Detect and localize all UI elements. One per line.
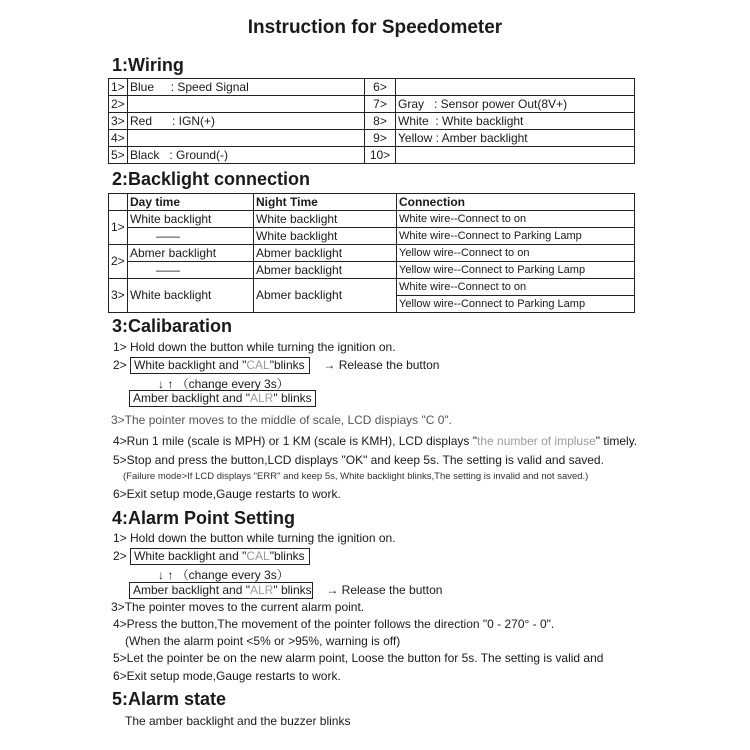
- cell-night: Abmer backlight: [254, 245, 397, 262]
- pin-number: 10>: [365, 147, 396, 164]
- backlight-table: [108, 193, 635, 313]
- calibration-step-1: 1> Hold down the button while turning the ignition on.: [113, 340, 396, 354]
- calibration-step-6: 6>Exit setup mode,Gauge restarts to work.: [113, 487, 341, 501]
- alr-state-box: [129, 582, 313, 599]
- failure-mode-note: (Failure mode>If LCD displays "ERR" and keep 5s, White backlight blinks,The setting is invalid and not saved.): [123, 471, 589, 482]
- change-note: ↓ ↑ （change every 3s）: [158, 377, 289, 391]
- cell-day: ——: [128, 228, 254, 245]
- wire-description: White : White backlight: [396, 113, 635, 130]
- table-row: [109, 79, 635, 96]
- pin-number: 5>: [109, 147, 128, 164]
- row-number: 3>: [109, 279, 128, 313]
- box-text: White backlight and ": [134, 549, 247, 563]
- alarm-step-1: 1> Hold down the button while turning the ignition on.: [113, 531, 396, 545]
- calibration-step-2: [113, 357, 439, 374]
- alarm-step-2: [113, 548, 310, 565]
- wire-description: Blue : Speed Signal: [128, 79, 365, 96]
- wire-description: [128, 96, 365, 113]
- alarm-step-4: 4>Press the button,The movement of the pointer follows the direction "0 - 270° - 0".: [113, 617, 555, 631]
- box-text: " blinks: [273, 391, 312, 405]
- table-row: [109, 211, 635, 228]
- calibration-step-3: 3>The pointer moves to the middle of scale, LCD dispiays "C 0".: [111, 413, 453, 427]
- cell-connection: Yellow wire--Connect to Parking Lamp: [397, 296, 635, 313]
- alarm-step-5: 5>Let the pointer be on the new alarm point, Loose the button for 5s. The setting is valid and: [113, 651, 604, 665]
- alr-state-box: [129, 390, 316, 407]
- cell-connection: Yellow wire--Connect to Parking Lamp: [397, 262, 635, 279]
- cell-night: White backlight: [254, 211, 397, 228]
- alarm-step-6: 6>Exit setup mode,Gauge restarts to work.: [113, 669, 341, 683]
- cal-code: CAL: [246, 358, 270, 372]
- header-night-time: Night Time: [254, 194, 397, 211]
- alarm-step-2b: [129, 582, 442, 599]
- box-text: " blinks: [273, 583, 312, 597]
- pin-number: 6>: [365, 79, 396, 96]
- cal-state-box: [130, 548, 310, 565]
- release-note: → Release the button: [323, 358, 440, 372]
- cell-connection: Yellow wire--Connect to on: [397, 245, 635, 262]
- box-text: "blinks: [269, 358, 305, 372]
- box-text: Amber backlight and ": [133, 391, 250, 405]
- alr-code: ALR: [250, 391, 274, 405]
- table-row: [109, 130, 635, 147]
- alarm-step-4-note: (When the alarm point <5% or >95%, warning is off): [125, 634, 401, 648]
- wire-description: [396, 79, 635, 96]
- table-row: [109, 262, 635, 279]
- step-text-grey: the number of impluse: [477, 434, 596, 448]
- section-heading-wiring: 1:Wiring: [112, 55, 184, 75]
- wire-description: Gray : Sensor power Out(8V+): [396, 96, 635, 113]
- cell-night: White backlight: [254, 228, 397, 245]
- pin-number: 4>: [109, 130, 128, 147]
- section-heading-alarm-point: 4:Alarm Point Setting: [112, 508, 296, 528]
- page-title: Instruction for Speedometer: [247, 17, 503, 38]
- table-row: [109, 96, 635, 113]
- row-number: 1>: [109, 211, 128, 245]
- table-row: [109, 113, 635, 130]
- section-heading-calibration: 3:Calibaration: [112, 316, 233, 336]
- table-row: [109, 279, 635, 296]
- step-text: " timely.: [595, 434, 638, 448]
- pin-number: 1>: [109, 79, 128, 96]
- section-heading-alarm-state: 5:Alarm state: [112, 689, 227, 709]
- step-number: 2>: [113, 549, 127, 563]
- cell-day: White backlight: [128, 211, 254, 228]
- pin-number: 8>: [365, 113, 396, 130]
- section-heading-backlight: 2:Backlight connection: [112, 169, 311, 189]
- table-row: [109, 147, 635, 164]
- cal-code: CAL: [246, 549, 270, 563]
- row-number: 2>: [109, 245, 128, 279]
- box-text: Amber backlight and ": [133, 583, 250, 597]
- alr-state-box-wrap: [129, 390, 316, 407]
- cell-day: Abmer backlight: [128, 245, 254, 262]
- box-text: "blinks: [269, 549, 305, 563]
- cell-day: White backlight: [128, 279, 254, 313]
- cell-connection: White wire--Connect to Parking Lamp: [397, 228, 635, 245]
- wiring-table: [108, 78, 635, 164]
- step-text: 4>Run 1 mile (scale is MPH) or 1 KM (scale is KMH), LCD displays ": [113, 434, 478, 448]
- pin-number: 3>: [109, 113, 128, 130]
- table-row: [109, 245, 635, 262]
- change-note: ↓ ↑ （change every 3s）: [158, 568, 289, 582]
- table-row: [109, 228, 635, 245]
- pin-number: 9>: [365, 130, 396, 147]
- wire-description: Yellow : Amber backlight: [396, 130, 635, 147]
- step-number: 2>: [113, 358, 127, 372]
- pin-number: 2>: [109, 96, 128, 113]
- cell-day: ——: [128, 262, 254, 279]
- cal-state-box: [130, 357, 310, 374]
- wire-description: [396, 147, 635, 164]
- pin-number: 7>: [365, 96, 396, 113]
- alarm-step-3: 3>The pointer moves to the current alarm point.: [111, 600, 365, 614]
- table-header-row: [109, 194, 635, 211]
- wire-description: Black : Ground(-): [128, 147, 365, 164]
- wire-description: [128, 130, 365, 147]
- release-note: → Release the button: [326, 583, 443, 597]
- header-connection: Connection: [397, 194, 635, 211]
- wire-description: Red : IGN(+): [128, 113, 365, 130]
- calibration-step-4: [113, 434, 637, 448]
- cell-connection: White wire--Connect to on: [397, 279, 635, 296]
- box-text: White backlight and ": [134, 358, 247, 372]
- alarm-state-text: The amber backlight and the buzzer blinks: [125, 714, 351, 728]
- cell-connection: White wire--Connect to on: [397, 211, 635, 228]
- alr-code: ALR: [250, 583, 274, 597]
- cell-night: Abmer backlight: [254, 279, 397, 313]
- calibration-step-5: 5>Stop and press the button,LCD displays "OK" and keep 5s. The setting is valid and saved.: [113, 453, 604, 467]
- cell-night: Abmer backlight: [254, 262, 397, 279]
- header-day-time: Day time: [128, 194, 254, 211]
